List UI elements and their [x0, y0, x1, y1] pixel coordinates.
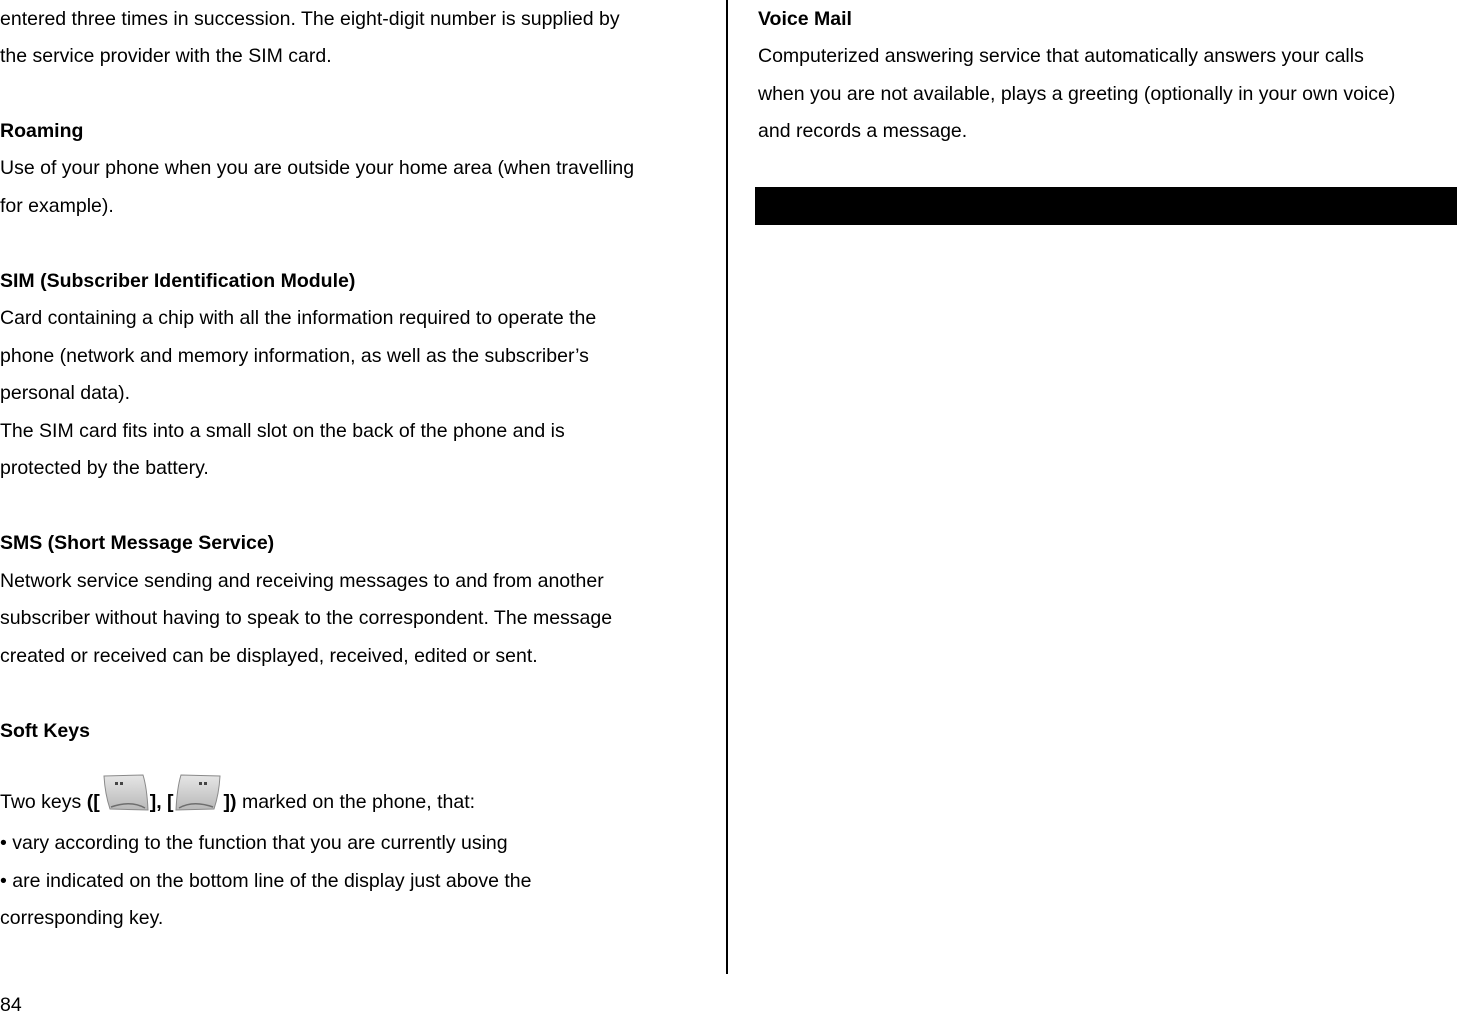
soft-keys-prefix: Two keys: [0, 791, 87, 813]
sms-line-1: Network service sending and receiving messages to and from another: [0, 570, 604, 592]
soft-keys-bullet-1: • vary according to the function that you are currently using: [0, 832, 508, 854]
right-soft-key-icon: [175, 774, 223, 812]
column-divider: [726, 0, 728, 974]
soft-keys-bullet-2-continued: corresponding key.: [0, 907, 164, 929]
sim-line-5: protected by the battery.: [0, 457, 209, 479]
voice-mail-line-1: Computerized answering service that automatically answers your calls: [758, 45, 1364, 67]
soft-keys-bullet-2: • are indicated on the bottom line of the display just above the: [0, 870, 532, 892]
soft-keys-intro: [0, 774, 475, 822]
sim-line-4: The SIM card fits into a small slot on the back of the phone and is: [0, 420, 565, 442]
open-bracket: ([: [86, 791, 100, 813]
left-soft-key-icon: [101, 774, 149, 812]
sms-line-3: created or received can be displayed, received, edited or sent.: [0, 645, 538, 667]
sim-line-3: personal data).: [0, 382, 131, 404]
soft-keys-suffix: marked on the phone, that:: [236, 791, 476, 813]
intro-line-2: the service provider with the SIM card.: [0, 45, 332, 67]
sms-heading: SMS (Short Message Service): [0, 532, 275, 554]
roaming-heading: Roaming: [0, 120, 84, 142]
sim-line-2: phone (network and memory information, as well as the subscriber’s: [0, 345, 589, 367]
voice-mail-heading: Voice Mail: [758, 8, 852, 30]
bracket-separator: ], [: [149, 791, 174, 813]
close-bracket: ]): [223, 791, 237, 813]
roaming-line-1: Use of your phone when you are outside your home area (when travelling: [0, 157, 635, 179]
sms-line-2: subscriber without having to speak to the correspondent. The message: [0, 607, 613, 629]
voice-mail-line-2: when you are not available, plays a greeting (optionally in your own voice): [758, 83, 1396, 105]
page-number: 84: [0, 994, 22, 1016]
sim-heading: SIM (Subscriber Identification Module): [0, 270, 356, 292]
sim-line-1: Card containing a chip with all the information required to operate the: [0, 307, 597, 329]
voice-mail-line-3: and records a message.: [758, 120, 968, 142]
black-bar: [755, 187, 1457, 225]
soft-keys-heading: Soft Keys: [0, 720, 90, 742]
intro-line-1: entered three times in succession. The eight-digit number is supplied by: [0, 8, 620, 30]
roaming-line-2: for example).: [0, 195, 114, 217]
